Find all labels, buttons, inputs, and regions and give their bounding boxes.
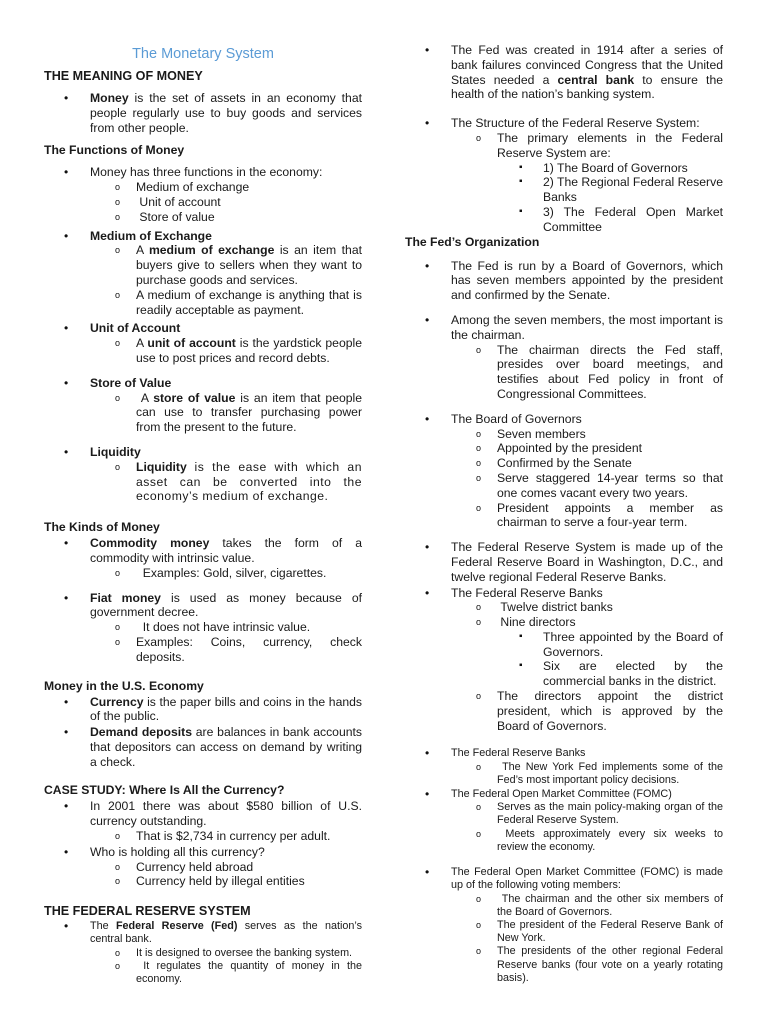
list-item: o Currency held abroad — [115, 859, 254, 874]
list-item: • Demand deposits are balances in bank accounts that depositors can access on demand by writing a check. — [64, 725, 362, 769]
list-item: o Nine directors ▪ Three appointed by the Board of Governors. ▪ Six are elected by the commercial banks in the district. — [476, 615, 723, 689]
list-item: • The Federal Reserve Banks o Twelve district banks o Nine directors ▪ Three appointed by the Board of Governors. ▪ Six are elected by the commercial banks in the district. o The directors appoint the district president, which is approved by the Board of Governors. — [425, 585, 723, 733]
list-item: • The Federal Reserve Banks o The New York Fed implements some of the Fed’s most important policy decisions. — [425, 746, 724, 786]
list-item: • In 2001 there was about $580 billion of U.S. currency outstanding. o That is $2,734 in currency per adult. — [64, 799, 362, 844]
meaning-heading: THE MEANING OF MONEY — [44, 69, 203, 83]
list-item: • The Fed was created in 1914 after a series of bank failures convinced Congress that the United States needed a central bank to ensure the health of the nation’s banking system. — [425, 43, 723, 102]
list-item: • Currency is the paper bills and coins in the hands of the public. — [64, 694, 362, 724]
list-item: o Serves as the main policy-making organ of the Federal Reserve System. — [476, 801, 723, 827]
federal-reserve-heading: THE FEDERAL RESERVE SYSTEM — [44, 904, 251, 919]
list-item: o The chairman and the other six members of the Board of Governors. — [476, 892, 724, 918]
us-economy-list — [44, 695, 362, 770]
list-item: o Liquidity is the ease with which an asset can be converted into the economy’s medium of exchange. — [115, 459, 362, 504]
list-item: • Among the seven members, the most important is the chairman. o The chairman directs the Fed staff, presides over board meetings, and testifies about Fed policy in front of Congressional Committees. — [425, 312, 723, 401]
kinds-list — [44, 536, 362, 664]
list-item: o The directors appoint the district president, which is approved by the Board of Governors. — [476, 689, 723, 733]
document-title: The Monetary System — [132, 46, 274, 62]
list-item: o Meets approximately every six weeks to review the economy. — [476, 827, 724, 853]
list-item: ▪ 3) The Federal Open Market Committee — [519, 204, 723, 234]
us-economy-heading: Money in the U.S. Economy — [44, 678, 204, 693]
functions-heading: The Functions of Money — [44, 143, 185, 158]
list-item: • The Structure of the Federal Reserve System: o The primary elements in the Federal Reserve System are: ▪ 1) The Board of Governors ▪ 2) The Regional Federal Reserve Banks ▪ 3) The Federal Open Market Committee — [425, 116, 723, 234]
list-item: o A unit of account is the yardstick people use to post prices and record debts. — [115, 336, 362, 365]
kinds-heading: The Kinds of Money — [44, 520, 160, 535]
list-item: ▪ Six are elected by the commercial banks in the district. — [519, 659, 723, 689]
list-item: • The Federal Open Market Committee (FOMC) o Serves as the main policy-making organ of the Federal Reserve System. o Meets approximately every six weeks to review the economy. — [425, 787, 724, 853]
list-item: o Seven members — [476, 426, 586, 441]
list-item: o Appointed by the president — [476, 441, 643, 456]
list-item: o The New York Fed implements some of the Fed’s most important policy decisions. — [476, 760, 724, 786]
case-study-list — [44, 799, 362, 889]
meaning-list — [44, 91, 362, 135]
fed-organization-heading: The Fed’s Organization — [405, 234, 540, 249]
list-item: o It is designed to oversee the banking system. — [115, 946, 353, 959]
list-item: o Confirmed by the Senate — [476, 456, 632, 471]
fed-organization-list — [405, 259, 723, 734]
left-column — [44, 0, 362, 986]
list-item: • Fiat money is used as money because of government decree. o It does not have intrinsic value. o Examples: Coins, currency, check deposits. — [64, 590, 362, 664]
list-item: o A store of value is an item that people can use to transfer purchasing power from the present to the future. — [115, 390, 363, 435]
list-item: • Money is the set of assets in an economy that people regularly use to buy goods and services from other people. — [64, 91, 362, 135]
list-item: • Commodity money takes the form of a commodity with intrinsic value. o Examples: Gold, silver, cigarettes. — [64, 536, 363, 580]
fed-intro-list — [405, 43, 723, 235]
list-item: o Store of value — [115, 209, 215, 224]
list-item: o The presidents of the other regional Federal Reserve banks (four vote on a yearly rotating basis). — [476, 945, 723, 984]
functions-list — [44, 165, 362, 504]
list-item: o Serve staggered 14-year terms so that one comes vacant every two years. — [476, 470, 723, 500]
list-item: • The Fed is run by a Board of Governors, which has seven members appointed by the president and confirmed by the Senate. — [425, 258, 723, 303]
list-item: • The Board of Governors o Seven members o Appointed by the president o Confirmed by the Senate o Serve staggered 14-year terms so that one comes vacant every two years. o President appoints a member as chairman to serve a four-year term. — [425, 411, 723, 530]
list-item: o The primary elements in the Federal Reserve System are: ▪ 1) The Board of Governors ▪ 2) The Regional Federal Reserve Banks ▪ 3) The Federal Open Market Committee — [476, 130, 723, 234]
list-item: o A medium of exchange is anything that is readily acceptable as payment. — [115, 287, 362, 317]
federal-reserve-list — [44, 920, 362, 986]
list-item: • The Federal Reserve (Fed) serves as the nation’s central bank. o It is designed to oversee the banking system. o It regulates the quantity of money in the economy. — [64, 919, 363, 986]
list-item: • The Federal Open Market Committee (FOMC) is made up of the following voting members: o The chairman and the other six members of the Board of Governors. o The president of the Federal Reserve Bank of New York. o The presidents of the other regional Federal Reserve banks (four vote on a yearly rotating basis). — [425, 865, 724, 984]
case-study-heading: CASE STUDY: Where Is All the Currency? — [44, 783, 285, 798]
list-item: o A medium of exchange is an item that buyers give to sellers when they want to purchase goods and services. — [115, 243, 362, 287]
fed-details-list — [405, 747, 723, 984]
list-item: ▪ Three appointed by the Board of Governors. — [519, 629, 723, 659]
list-item: o Examples: Coins, currency, check deposits. — [115, 634, 362, 664]
right-column — [405, 0, 723, 985]
list-item: o That is $2,734 in currency per adult. — [115, 829, 331, 844]
list-item: o Medium of exchange — [115, 180, 250, 195]
list-item: o Examples: Gold, silver, cigarettes. — [115, 565, 327, 580]
list-item: o The president of the Federal Reserve Bank of New York. — [476, 918, 723, 945]
list-item: • Unit of Account o A unit of account is the yardstick people use to post prices and record debts. — [64, 321, 362, 365]
list-item: • Medium of Exchange o A medium of exchange is an item that buyers give to sellers when they want to purchase goods and services. o A medium of exchange is anything that is readily acceptable as payment. — [64, 228, 362, 317]
list-item: o Unit of account — [115, 194, 221, 209]
list-item: • Liquidity o Liquidity is the ease with which an asset can be converted into the economy’s medium of exchange. — [64, 444, 362, 504]
list-item: ▪ 2) The Regional Federal Reserve Banks — [519, 175, 723, 205]
list-item: o Currency held by illegal entities — [115, 874, 305, 889]
list-item: • Money has three functions in the economy: o Medium of exchange o Unit of account o Store of value — [44, 165, 362, 224]
list-item: o President appoints a member as chairman to serve a four-year term. — [476, 500, 723, 530]
list-item: ▪ 1) The Board of Governors — [519, 160, 688, 175]
list-item: • Who is holding all this currency? o Currency held abroad o Currency held by illegal entities — [44, 845, 362, 889]
list-item: • Store of Value o A store of value is an item that people can use to transfer purchasing power from the present to the future. — [64, 375, 363, 435]
list-item: o It does not have intrinsic value. — [115, 620, 311, 635]
list-item: o Twelve district banks — [476, 600, 613, 615]
list-item: o It regulates the quantity of money in the economy. — [115, 959, 363, 986]
list-item: • The Federal Reserve System is made up of the Federal Reserve Board in Washington, D.C., and twelve regional Federal Reserve Banks. — [425, 540, 723, 584]
list-item: o The chairman directs the Fed staff, presides over board meetings, and testifies about Fed policy in front of Congressional Committees. — [476, 342, 723, 401]
